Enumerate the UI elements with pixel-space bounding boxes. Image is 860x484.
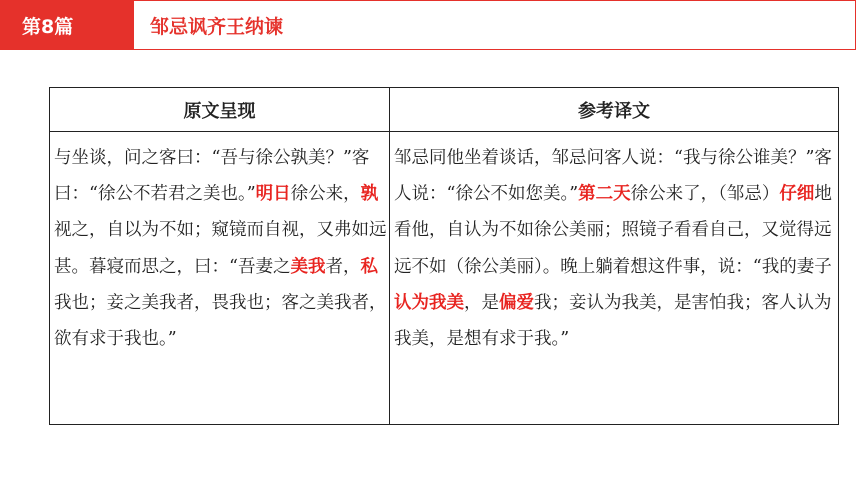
text-segment: 邹忌同他坐着谈话，邹忌问客人说：“我与徐公谁美？”客人说：“徐公不如您美。” [394,148,832,205]
translation-text [394,140,836,357]
comparison-table [49,87,839,425]
highlighted-term: 仔细 [779,184,815,205]
page-title: 邹忌讽齐王纳谏 [150,15,284,38]
original-text [54,140,387,357]
text-segment: 与坐谈，问之客曰：“吾与徐公孰美？”客曰：“徐公不若君之美也。” [54,148,370,205]
text-segment: 我；妾认为我美，是害怕我；客人认为我美，是想有求于我。” [394,292,832,350]
text-segment: 我也；妾之美我者，畏我也；客之美我者，欲有求于我也。” [54,292,387,350]
highlighted-term: 认为我美 [394,292,464,313]
highlighted-term: 第二天 [578,184,631,205]
highlighted-term: 美我 [290,256,326,277]
translation-text-cell [390,132,839,425]
translation-column-header: 参考译文 [390,88,839,132]
chapter-tag-label: 第8篇 [22,15,74,38]
highlighted-term: 明日 [255,184,291,205]
title-bar [134,0,856,50]
text-segment: 者， [325,256,361,277]
table-row [50,132,839,425]
text-segment: 徐公来， [290,184,361,205]
original-text-cell [50,132,390,425]
text-segment: 徐公来了，（邹忌） [630,184,780,205]
highlighted-term: 孰 [360,184,379,205]
highlighted-term: 私 [360,256,378,277]
chapter-tag [0,0,134,50]
table-header-row [50,88,839,132]
text-segment: ，是 [464,292,499,313]
original-column-header: 原文呈现 [50,88,390,132]
highlighted-term: 偏爱 [499,292,534,313]
text-segment: 视之，自以为不如；窥镜而自视，又弗如远甚。暮寝而思之，曰：“吾妻之 [54,220,387,277]
text-segment: 地看他，自认为不如徐公美丽；照镜子看看自己，又觉得远远不如（徐公美丽）。晚上躺着想这件事，说：“我的妻子 [394,184,832,277]
